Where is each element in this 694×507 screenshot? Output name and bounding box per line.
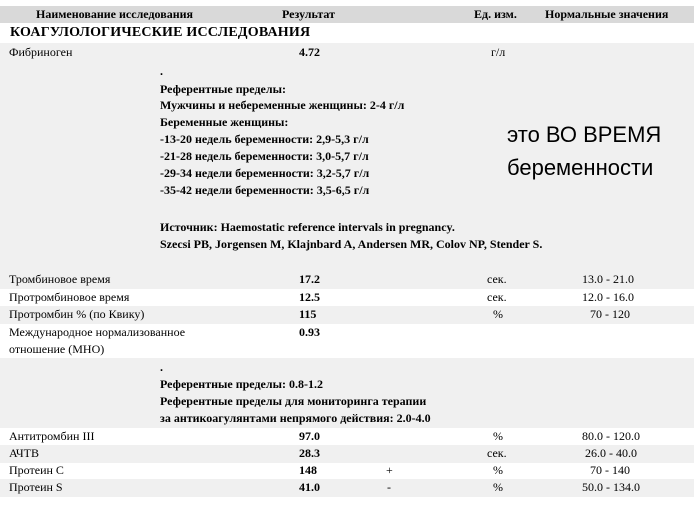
row-result: 17.2 xyxy=(299,272,320,286)
fib-ref-line: Мужчины и небеременные женщины: 2-4 г/л xyxy=(160,98,405,112)
fib-ref-line: -35-42 недели беременности: 3,5-6,5 г/л xyxy=(160,183,370,197)
annotation-line: беременности xyxy=(507,155,654,180)
fibrinogen-note-dot: . xyxy=(160,64,163,78)
row-name: Протеин S xyxy=(9,480,63,494)
fib-ref-line: -21-28 недель беременности: 3,0-5,7 г/л xyxy=(160,149,369,163)
row-name: АЧТВ xyxy=(9,446,39,460)
row-flag: + xyxy=(386,463,393,477)
row-norm: 70 - 140 xyxy=(590,463,630,477)
row-result: 28.3 xyxy=(299,446,320,460)
fib-ref-line: Беременные женщины: xyxy=(160,115,289,129)
header-result: Результат xyxy=(282,7,336,21)
row-unit: % xyxy=(493,480,503,494)
mno-name-line1: Международное нормализованное xyxy=(9,325,186,339)
mno-name-line2: отношение (МНО) xyxy=(9,342,105,356)
fibrinogen-result: 4.72 xyxy=(299,45,320,59)
row-result: 41.0 xyxy=(299,480,320,494)
fib-source-line: Szecsi PB, Jorgensen M, Klajnbard A, Andersen MR, Colov NP, Stender S. xyxy=(160,237,543,251)
row-norm: 70 - 120 xyxy=(590,307,630,321)
row-result: 148 xyxy=(299,463,317,477)
fib-source-line: Источник: Haemostatic reference intervals in pregnancy. xyxy=(160,220,455,234)
mno-result: 0.93 xyxy=(299,325,320,339)
row-norm: 50.0 - 134.0 xyxy=(582,480,640,494)
mno-ref-line: Референтные пределы для мониторинга терапии xyxy=(160,394,427,408)
section-title: КОАГУЛОЛОГИЧЕСКИЕ ИССЛЕДОВАНИЯ xyxy=(10,25,311,40)
fib-ref-line: -29-34 недели беременности: 3,2-5,7 г/л xyxy=(160,166,370,180)
header-norm: Нормальные значения xyxy=(545,7,669,21)
row-unit: % xyxy=(493,463,503,477)
fibrinogen-name: Фибриноген xyxy=(9,45,73,59)
row-name: Антитромбин III xyxy=(9,429,95,443)
row-unit: сек. xyxy=(487,290,507,304)
row-unit: % xyxy=(493,307,503,321)
row-norm: 12.0 - 16.0 xyxy=(582,290,634,304)
row-name: Протромбин % (по Квику) xyxy=(9,307,145,321)
row-result: 12.5 xyxy=(299,290,320,304)
row-result: 97.0 xyxy=(299,429,320,443)
header-unit: Ед. изм. xyxy=(474,7,517,21)
row-name: Протромбиновое время xyxy=(9,290,130,304)
row-unit: сек. xyxy=(487,272,507,286)
row-norm: 13.0 - 21.0 xyxy=(582,272,634,286)
row-flag: - xyxy=(387,480,391,494)
row-unit: сек. xyxy=(487,446,507,460)
table-header xyxy=(0,6,694,23)
header-name: Наименование исследования xyxy=(36,7,194,21)
mno-ref-line: за антикоагулянтами непрямого действия: 2.0-4.0 xyxy=(160,411,431,425)
fibrinogen-unit: г/л xyxy=(491,45,506,59)
fib-ref-line: Референтные пределы: xyxy=(160,82,286,96)
row-norm: 26.0 - 40.0 xyxy=(585,446,637,460)
fib-ref-line: -13-20 недель беременности: 2,9-5,3 г/л xyxy=(160,132,369,146)
row-norm: 80.0 - 120.0 xyxy=(582,429,640,443)
mno-note-dot: . xyxy=(160,360,163,374)
row-name: Протеин C xyxy=(9,463,64,477)
annotation-line: это ВО ВРЕМЯ xyxy=(507,122,662,147)
row-name: Тромбиновое время xyxy=(9,272,111,286)
mno-ref-line: Референтные пределы: 0.8-1.2 xyxy=(160,377,323,391)
row-unit: % xyxy=(493,429,503,443)
row-result: 115 xyxy=(299,307,317,321)
